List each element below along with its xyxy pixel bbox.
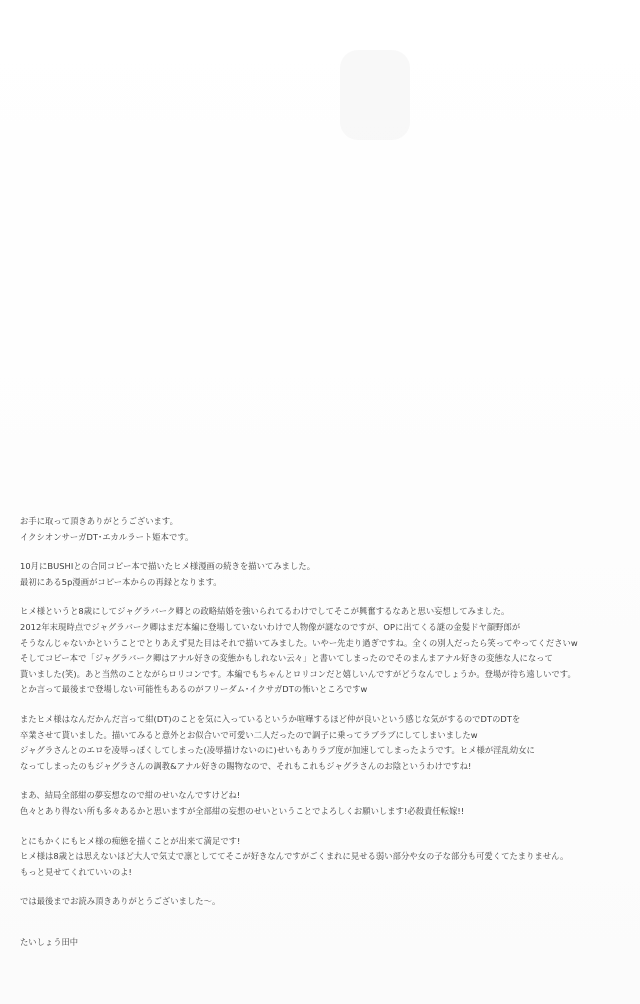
text-line: そしてコピー本で「ジャグラバーク卿はアナル好きの変態かもしれない云々」と書いてしまったのでそのまんまアナル好きの変態な人になって	[20, 653, 553, 664]
afterword-text	[20, 514, 625, 924]
text-line: では最後までお読み頂きありがとうございました～。	[20, 896, 221, 907]
afterword-paragraph	[20, 514, 625, 545]
text-line: ヒメ様は8歳とは思えないほど大人で気丈で凛としててそこが好きなんですがごくまれに見せる弱い部分や女の子な部分も可愛くてたまりません。	[20, 851, 569, 862]
afterword-paragraph	[20, 834, 625, 881]
text-line: イクシオンサーガDT･エカルラート姫本です。	[20, 531, 194, 542]
text-line: 10月にBUSHIとの合同コピー本で描いたヒメ様漫画の続きを描いてみました。	[20, 561, 316, 572]
show-through-mark	[330, 40, 420, 150]
afterword-paragraph	[20, 894, 625, 910]
text-line: またヒメ様はなんだかんだ言って紺(DT)のことを気に入っているというか喧嘩するほど仲が良いという感じな気がするのでDTのDTを	[20, 713, 521, 724]
afterword-paragraph	[20, 788, 625, 819]
afterword-paragraph	[20, 712, 625, 774]
text-line: 貰いました(笑)。あと当然のことながらロリコンです。本編でもちゃんとロリコンだと嬉しいんですがどうなんでしょうか。登場が待ち遠しいです。	[20, 668, 576, 679]
text-line: まあ、結局全部紺の夢妄想なので紺のせいなんですけどね!	[20, 790, 241, 801]
text-line: ヒメ様というと8歳にしてジャグラバーク卿との政略結婚を強いられてるわけでしてそこが興奮するなあと思い妄想してみました。	[20, 606, 510, 617]
afterword-paragraph	[20, 559, 625, 590]
text-line: 2012年末現時点でジャグラバーク卿はまだ本編に登場していないわけで人物像が謎なのですが、OPに出てくる謎の金髪ドヤ顔野郎が	[20, 621, 521, 632]
text-line: お手に取って頂きありがとうございます。	[20, 516, 178, 526]
text-line: 最初にある5p漫画がコピー本からの再録となります。	[20, 576, 222, 587]
text-line: ジャグラさんとのエロを凌辱っぽくしてしまった(凌辱描けないのに)せいもありラブ度が加速してしまったようです。ヒメ様が淫乱幼女に	[20, 745, 535, 756]
text-line: そうなんじゃないかということでとりあえず見た目はそれで描いてみました。いやー先走り過ぎですね。全くの別人だったら笑ってやってくださいw	[20, 637, 578, 648]
text-line: とか言って最後まで登場しない可能性もあるのがフリーダム･イクサガDTの怖いところですw	[20, 684, 368, 695]
text-line: 卒業させて貰いました。描いてみると意外とお似合いで可愛い二人だったので調子に乗ってラブラブにしてしまいましたw	[20, 729, 478, 740]
author-signature: たいしょう田中	[20, 937, 79, 947]
text-line: なってしまったのもジャグラさんの調教&アナル好きの賜物なので、それもこれもジャグラさんのお陰というわけですね!	[20, 760, 472, 771]
text-line: とにもかくにもヒメ様の痴態を描くことが出来て満足です!	[20, 835, 241, 846]
text-line: もっと見せてくれていいのよ!	[20, 866, 132, 877]
afterword-paragraph	[20, 604, 625, 698]
text-line: 色々とあり得ない所も多々あるかと思いますが全部紺の妄想のせいということでよろしくお願いします!必殺責任転嫁!!	[20, 805, 465, 816]
